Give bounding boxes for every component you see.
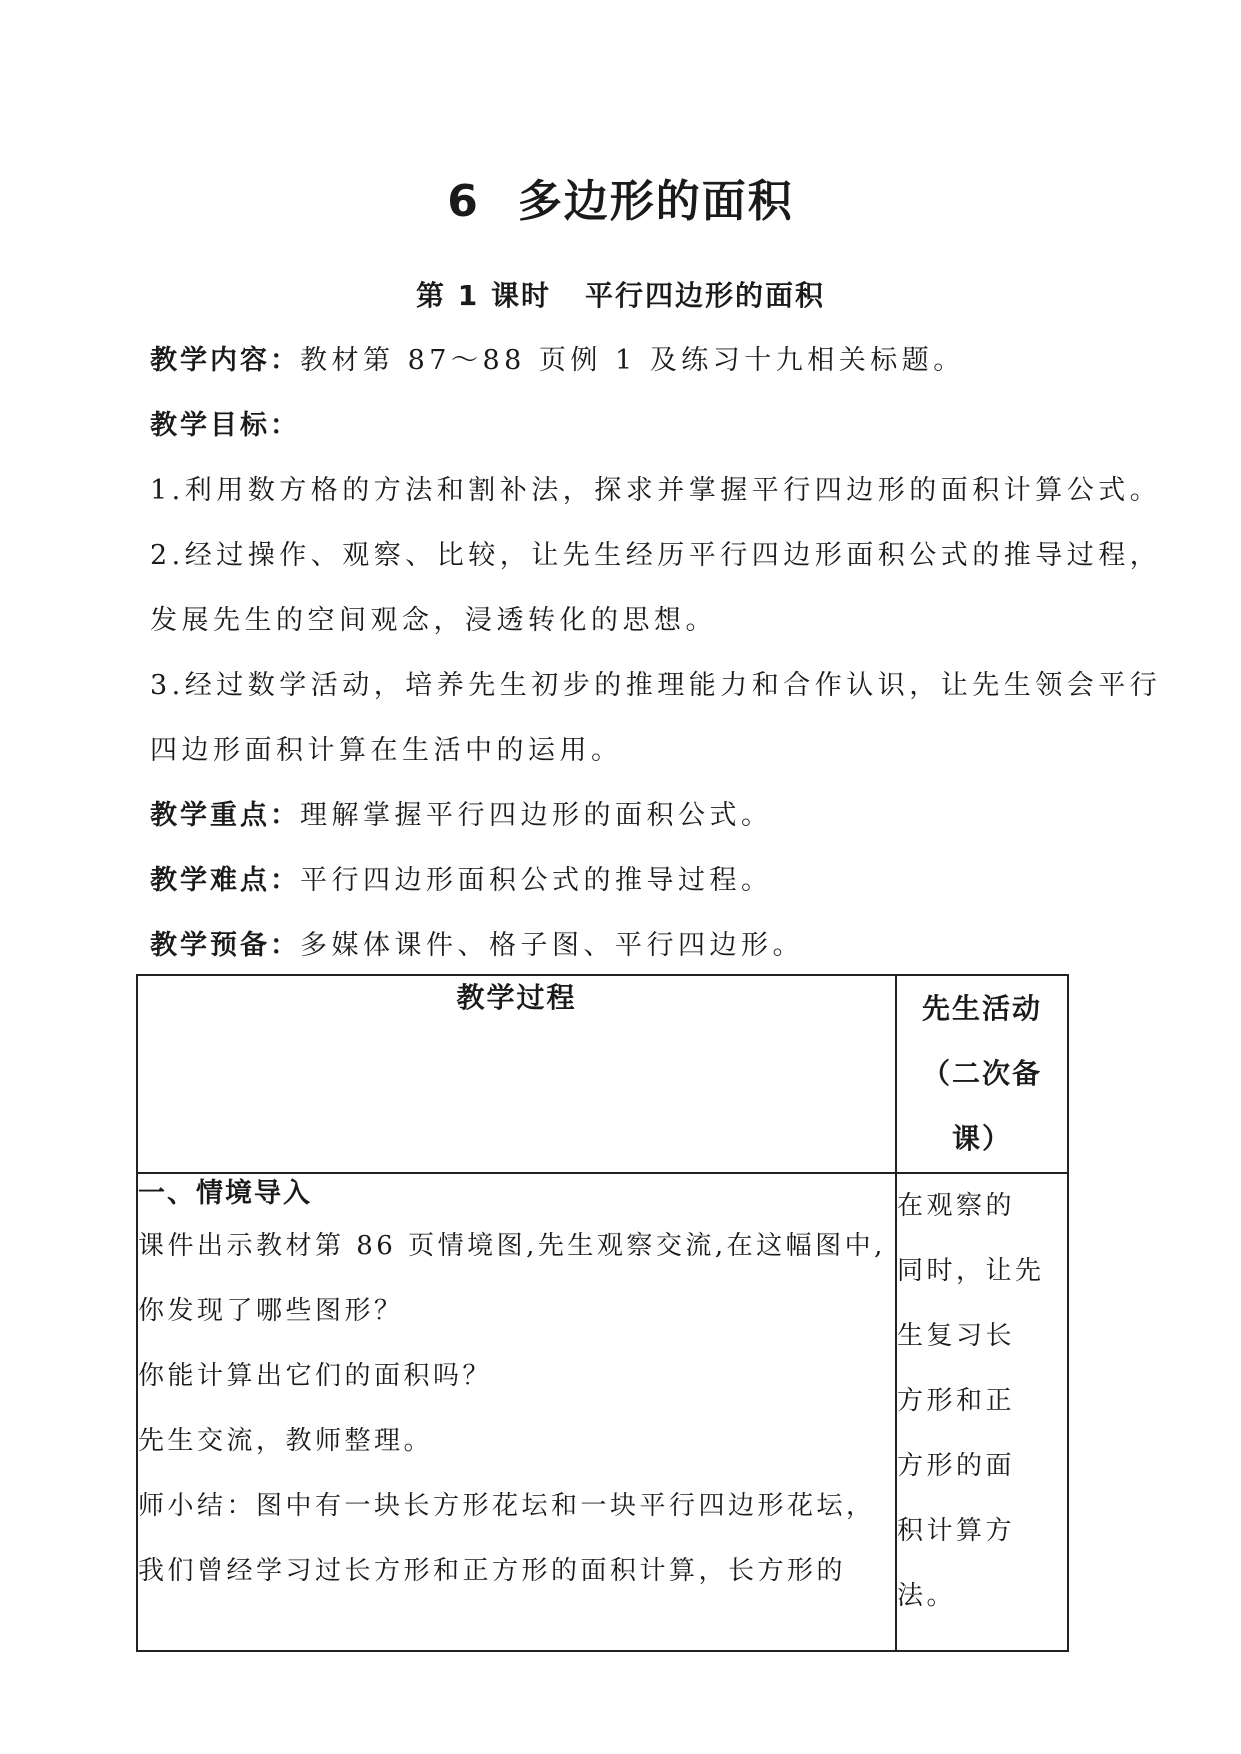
process-cell (137, 1173, 896, 1651)
goal-line: 3.经过数学活动，培养先生初步的推理能力和合作认识，让先生领会平行 (150, 670, 1162, 701)
side-note-line: 在观察的 (897, 1191, 1016, 1221)
unit-title-text: 多边形的面积 (517, 176, 794, 227)
teaching-content-label: 教学内容： (150, 345, 300, 376)
process-line: 课件出示教材第 86 页情境图,先生观察交流,在这幅图中, (138, 1231, 886, 1261)
header-teaching-process: 教学过程 (137, 975, 896, 1173)
teaching-goals (150, 403, 300, 442)
side-note-line: 方形的面 (897, 1451, 1016, 1481)
side-note-line: 积计算方 (897, 1516, 1016, 1546)
goal-line: 四边形面积计算在生活中的运用。 (150, 735, 623, 766)
preparation-text: 多媒体课件、格子图、平行四边形。 (300, 930, 804, 961)
difficulty-text: 平行四边形面积公式的推导过程。 (300, 865, 773, 896)
side-note-line: 同时，让先 (897, 1256, 1045, 1286)
header-side-line: 课） (951, 1122, 1012, 1155)
goal-line: 2.经过操作、观察、比较，让先生经历平行四边形面积公式的推导过程， (150, 540, 1162, 571)
process-line: 你发现了哪些图形？ (138, 1296, 404, 1326)
teaching-difficulty (150, 858, 773, 897)
process-line: 先生交流，教师整理。 (138, 1426, 434, 1456)
header-student-activity (896, 975, 1068, 1173)
side-note-line: 生复习长 (897, 1321, 1016, 1351)
goal-line: 发展先生的空间观念，浸透转化的思想。 (150, 605, 717, 636)
key-point-text: 理解掌握平行四边形的面积公式。 (300, 800, 773, 831)
teaching-process-table (136, 974, 1069, 1652)
key-point-label: 教学重点： (150, 800, 300, 831)
header-side-line: 先生活动 (921, 992, 1042, 1025)
unit-title (0, 165, 1241, 229)
process-line: 我们曾经学习过长方形和正方形的面积计算，长方形的 (138, 1556, 847, 1586)
side-note-line: 法。 (897, 1581, 957, 1611)
section-title: 一、情境导入 (138, 1178, 312, 1209)
side-note-line: 方形和正 (897, 1386, 1016, 1416)
lesson-title-text: 平行四边形的面积 (584, 279, 825, 312)
teaching-goals-label: 教学目标： (150, 410, 300, 441)
difficulty-label: 教学难点： (150, 865, 300, 896)
teaching-content (150, 338, 965, 377)
unit-number: 6 (447, 176, 480, 227)
lesson-title (0, 274, 1241, 314)
header-side-line: （二次备 (921, 1057, 1042, 1090)
lesson-label: 第 1 课时 (416, 279, 551, 312)
student-activity-cell (896, 1173, 1068, 1651)
teaching-key-point (150, 793, 773, 832)
process-line: 你能计算出它们的面积吗？ (138, 1361, 493, 1391)
goal-line: 1.利用数方格的方法和割补法，探求并掌握平行四边形的面积计算公式。 (150, 475, 1162, 506)
teaching-content-text: 教材第 87～88 页例 1 及练习十九相关标题。 (300, 345, 965, 376)
teaching-preparation (150, 923, 804, 962)
process-line: 师小结：图中有一块长方形花坛和一块平行四边形花坛， (138, 1491, 876, 1521)
preparation-label: 教学预备： (150, 930, 300, 961)
